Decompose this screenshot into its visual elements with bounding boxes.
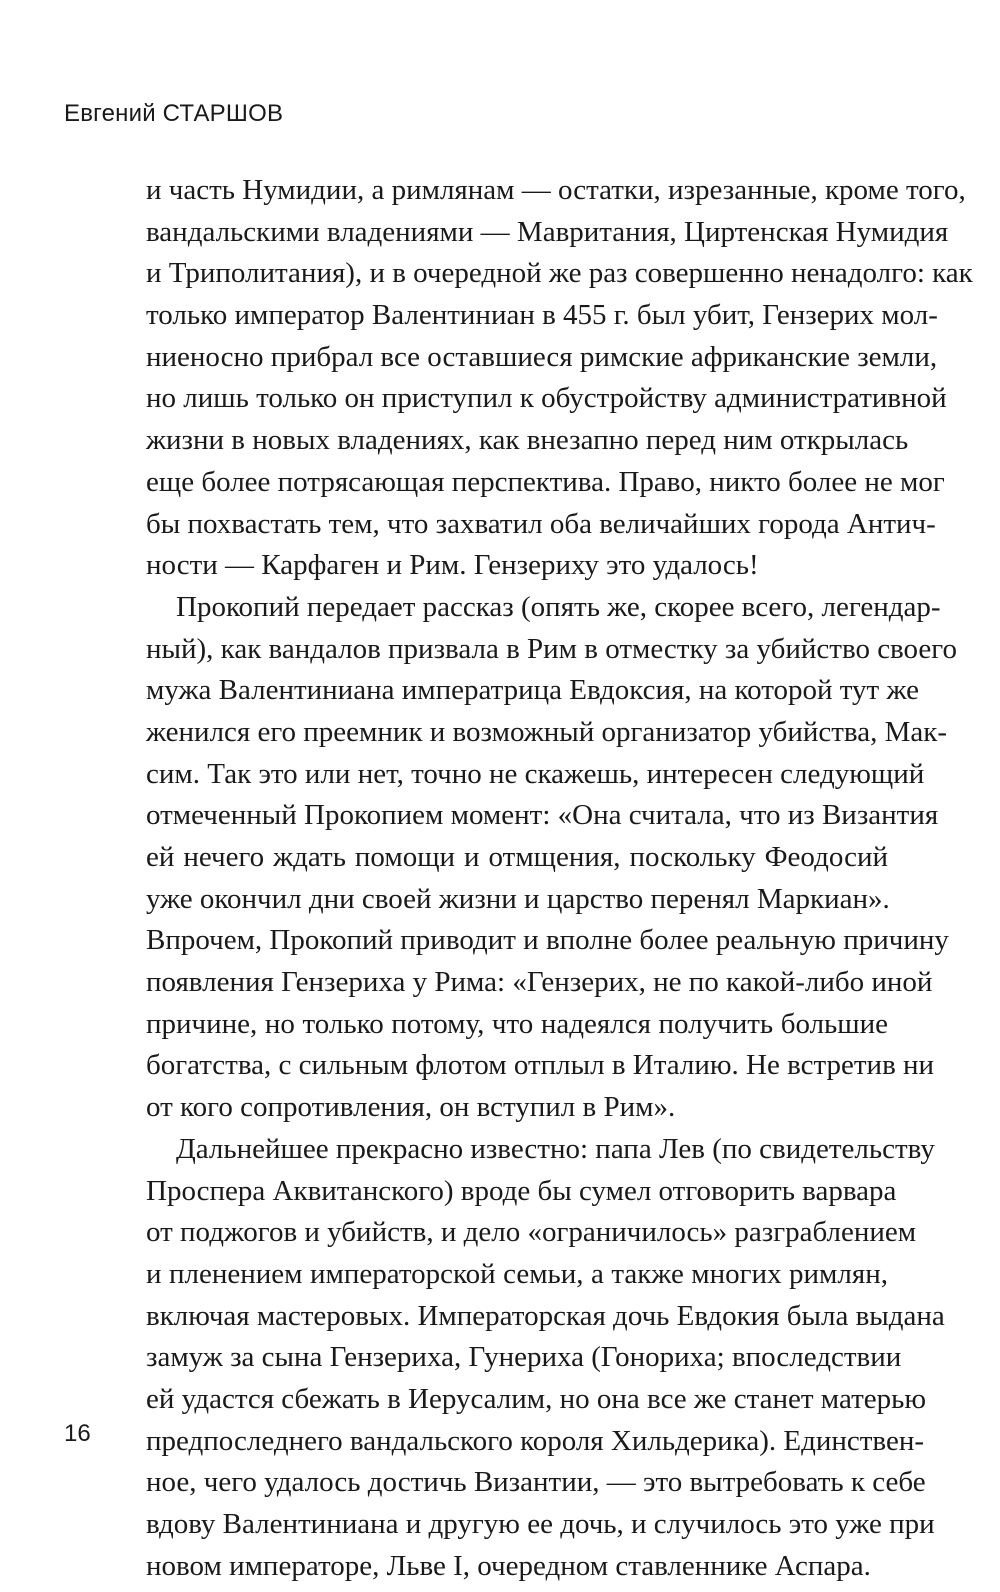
text-line: включая мастеровых. Императорская дочь Евдокия была выдана [146, 1299, 945, 1332]
text-line: причине, но только потому, что надеялся получить большие [146, 1007, 888, 1040]
text-line: от поджогов и убийств, и дело «ограничилось» разграблением [146, 1216, 917, 1249]
text-line: замуж за сына Гензериха, Гунериха (Гонориха; впоследствии [146, 1341, 902, 1374]
text-line: бы похвастать тем, что захватил оба величайших города Антич- [146, 507, 936, 540]
text-line-paragraph-end: ности — Карфаген и Рим. Гензериху это удалось! [146, 549, 759, 582]
text-line: ное, чего удалось достичь Византии, — это вытребовать к себе [146, 1466, 926, 1499]
text-line: ниеносно прибрал все оставшиеся римские африканские земли, [146, 340, 938, 373]
text-line: и Триполитания), и в очередной же раз совершенно ненадолго: как [146, 257, 973, 290]
text-line: еще более потрясающая перспектива. Право, никто более не мог [146, 465, 945, 498]
text-line-paragraph-start: Прокопий передает рассказ (опять же, скорее всего, легендар- [176, 590, 941, 623]
text-line: мужа Валентиниана императрица Евдоксия, на которой тут же [146, 674, 919, 707]
text-line: предпоследнего вандальского короля Хильдерика). Единствен- [146, 1424, 925, 1457]
text-line: вандальскими владениями — Мавритания, Циртенская Нумидия [146, 215, 949, 248]
text-line: но лишь только он приступил к обустройству административной [146, 382, 947, 415]
text-line: сим. Так это или нет, точно не скажешь, интересен следующий [146, 757, 925, 790]
text-line-paragraph-start: Дальнейшее прекрасно известно: папа Лев (по свидетельству [176, 1132, 935, 1165]
text-line: богатства, с сильным флотом отплыл в Италию. Не встретив ни [146, 1049, 935, 1082]
text-line: жизни в новых владениях, как внезапно перед ним открылась [146, 424, 909, 457]
text-line-paragraph-end: от кого сопротивления, он вступил в Рим». [146, 1091, 676, 1124]
text-line: Проспера Аквитанского) вроде бы сумел отговорить варвара [146, 1174, 897, 1207]
text-line-paragraph-end: новом императоре, Льве I, очередном ставленнике Аспара. [146, 1549, 871, 1582]
running-head-author: Евгений СТАРШОВ [64, 100, 284, 127]
text-line: и пленением императорской семьи, а также многих римлян, [146, 1257, 888, 1290]
text-line: только император Валентиниан в 455 г. был убит, Гензерих мол- [146, 299, 938, 332]
text-line: отмеченный Прокопием момент: «Она считала, что из Византия [146, 799, 939, 832]
page-number: 16 [64, 1420, 91, 1447]
text-line: появления Гензериха у Рима: «Гензерих, не по какой-либо иной [146, 966, 933, 999]
body-text [146, 170, 973, 1587]
text-line: ей удастся сбежать в Иерусалим, но она все же станет матерью [146, 1382, 926, 1415]
text-line: вдову Валентиниана и другую ее дочь, и случилось это уже при [146, 1508, 935, 1540]
text-line: ей нечего ждать помощи и отмщения, поскольку Феодосий [146, 841, 888, 873]
text-line: Впрочем, Прокопий приводит и вполне более реальную причину [146, 924, 949, 957]
text-line: уже окончил дни своей жизни и царство перенял Маркиан». [146, 882, 890, 915]
text-line: женился его преемник и возможный организатор убийства, Мак- [146, 715, 947, 748]
text-line: ный), как вандалов призвала в Рим в отместку за убийство своего [146, 632, 957, 665]
text-line: и часть Нумидии, а римлянам — остатки, изрезанные, кроме того, [146, 174, 966, 206]
